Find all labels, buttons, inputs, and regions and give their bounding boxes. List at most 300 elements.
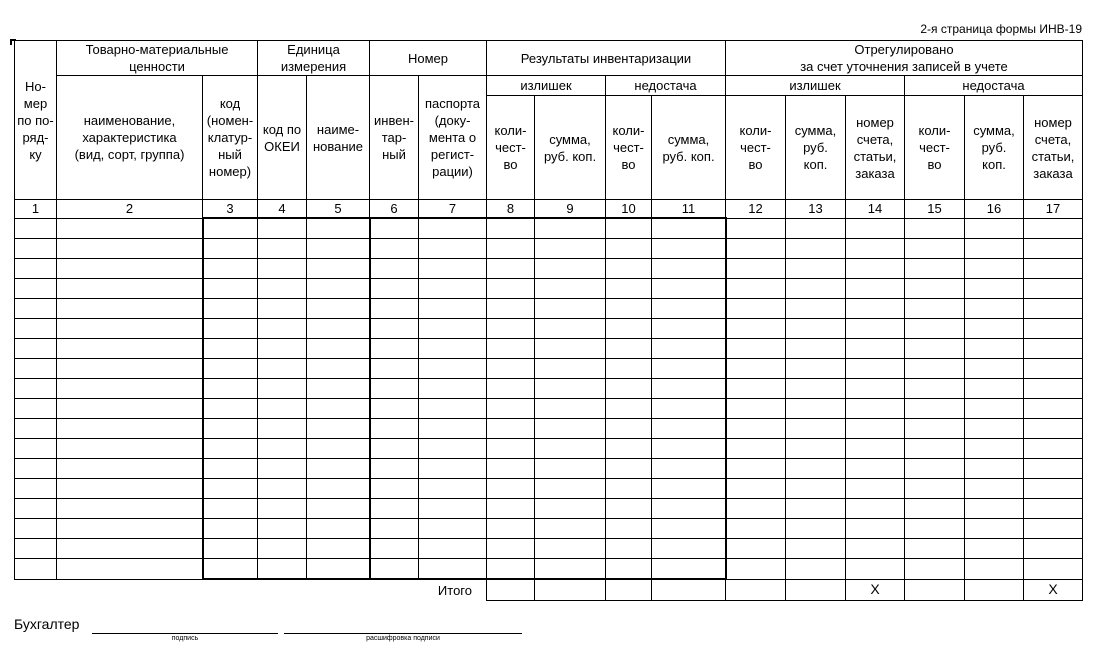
table-cell-col-2[interactable] bbox=[57, 218, 203, 239]
table-cell-col-6[interactable] bbox=[370, 299, 419, 319]
table-cell-col-11[interactable] bbox=[652, 379, 726, 399]
table-cell-col-16[interactable] bbox=[965, 439, 1024, 459]
total-cell-col-8[interactable] bbox=[487, 579, 535, 601]
table-cell-col-3[interactable] bbox=[203, 218, 258, 239]
table-cell-col-13[interactable] bbox=[786, 299, 846, 319]
table-cell-col-11[interactable] bbox=[652, 279, 726, 299]
table-cell-col-3[interactable] bbox=[203, 459, 258, 479]
table-cell-col-11[interactable] bbox=[652, 239, 726, 259]
table-cell-col-10[interactable] bbox=[606, 218, 652, 239]
table-cell-col-9[interactable] bbox=[535, 499, 606, 519]
table-cell-col-13[interactable] bbox=[786, 559, 846, 580]
table-cell-col-16[interactable] bbox=[965, 339, 1024, 359]
table-cell-col-14[interactable] bbox=[846, 359, 905, 379]
table-cell-col-5[interactable] bbox=[307, 259, 370, 279]
table-cell-col-9[interactable] bbox=[535, 279, 606, 299]
table-cell-col-8[interactable] bbox=[487, 299, 535, 319]
table-cell-col-17[interactable] bbox=[1024, 439, 1083, 459]
table-cell-col-15[interactable] bbox=[905, 519, 965, 539]
table-cell-col-7[interactable] bbox=[419, 499, 487, 519]
table-cell-col-1[interactable] bbox=[15, 519, 57, 539]
table-cell-col-8[interactable] bbox=[487, 359, 535, 379]
table-cell-col-10[interactable] bbox=[606, 499, 652, 519]
table-cell-col-1[interactable] bbox=[15, 259, 57, 279]
table-cell-col-4[interactable] bbox=[258, 439, 307, 459]
table-cell-col-7[interactable] bbox=[419, 279, 487, 299]
table-cell-col-6[interactable] bbox=[370, 279, 419, 299]
table-cell-col-14[interactable] bbox=[846, 399, 905, 419]
table-cell-col-14[interactable] bbox=[846, 339, 905, 359]
table-cell-col-13[interactable] bbox=[786, 459, 846, 479]
table-cell-col-12[interactable] bbox=[726, 559, 786, 580]
table-cell-col-4[interactable] bbox=[258, 299, 307, 319]
table-cell-col-2[interactable] bbox=[57, 479, 203, 499]
table-cell-col-10[interactable] bbox=[606, 559, 652, 580]
table-cell-col-1[interactable] bbox=[15, 239, 57, 259]
table-cell-col-12[interactable] bbox=[726, 259, 786, 279]
table-cell-col-16[interactable] bbox=[965, 499, 1024, 519]
table-cell-col-1[interactable] bbox=[15, 218, 57, 239]
table-cell-col-6[interactable] bbox=[370, 439, 419, 459]
table-cell-col-8[interactable] bbox=[487, 239, 535, 259]
table-cell-col-16[interactable] bbox=[965, 279, 1024, 299]
table-cell-col-2[interactable] bbox=[57, 259, 203, 279]
table-cell-col-1[interactable] bbox=[15, 319, 57, 339]
table-cell-col-6[interactable] bbox=[370, 559, 419, 580]
table-cell-col-17[interactable] bbox=[1024, 399, 1083, 419]
table-cell-col-11[interactable] bbox=[652, 519, 726, 539]
table-cell-col-7[interactable] bbox=[419, 218, 487, 239]
table-cell-col-1[interactable] bbox=[15, 399, 57, 419]
table-cell-col-17[interactable] bbox=[1024, 218, 1083, 239]
table-cell-col-16[interactable] bbox=[965, 239, 1024, 259]
table-cell-col-1[interactable] bbox=[15, 279, 57, 299]
table-cell-col-7[interactable] bbox=[419, 439, 487, 459]
table-cell-col-15[interactable] bbox=[905, 459, 965, 479]
table-cell-col-16[interactable] bbox=[965, 459, 1024, 479]
table-cell-col-17[interactable] bbox=[1024, 459, 1083, 479]
table-cell-col-6[interactable] bbox=[370, 519, 419, 539]
table-cell-col-9[interactable] bbox=[535, 359, 606, 379]
table-cell-col-14[interactable] bbox=[846, 459, 905, 479]
table-cell-col-4[interactable] bbox=[258, 539, 307, 559]
table-cell-col-3[interactable] bbox=[203, 379, 258, 399]
table-cell-col-11[interactable] bbox=[652, 339, 726, 359]
table-cell-col-3[interactable] bbox=[203, 319, 258, 339]
table-cell-col-1[interactable] bbox=[15, 339, 57, 359]
table-cell-col-5[interactable] bbox=[307, 399, 370, 419]
table-cell-col-2[interactable] bbox=[57, 299, 203, 319]
table-cell-col-7[interactable] bbox=[419, 539, 487, 559]
table-cell-col-14[interactable] bbox=[846, 319, 905, 339]
table-cell-col-14[interactable] bbox=[846, 499, 905, 519]
table-cell-col-2[interactable] bbox=[57, 319, 203, 339]
table-cell-col-10[interactable] bbox=[606, 299, 652, 319]
table-cell-col-11[interactable] bbox=[652, 218, 726, 239]
table-cell-col-5[interactable] bbox=[307, 419, 370, 439]
table-cell-col-9[interactable] bbox=[535, 339, 606, 359]
table-cell-col-15[interactable] bbox=[905, 499, 965, 519]
table-cell-col-7[interactable] bbox=[419, 359, 487, 379]
table-cell-col-4[interactable] bbox=[258, 519, 307, 539]
table-cell-col-15[interactable] bbox=[905, 319, 965, 339]
table-cell-col-2[interactable] bbox=[57, 399, 203, 419]
table-cell-col-1[interactable] bbox=[15, 459, 57, 479]
table-cell-col-13[interactable] bbox=[786, 479, 846, 499]
table-cell-col-10[interactable] bbox=[606, 319, 652, 339]
table-cell-col-8[interactable] bbox=[487, 439, 535, 459]
table-cell-col-6[interactable] bbox=[370, 479, 419, 499]
signature-line[interactable] bbox=[92, 633, 278, 634]
table-cell-col-11[interactable] bbox=[652, 539, 726, 559]
table-cell-col-10[interactable] bbox=[606, 539, 652, 559]
table-cell-col-16[interactable] bbox=[965, 299, 1024, 319]
table-cell-col-16[interactable] bbox=[965, 559, 1024, 580]
table-cell-col-14[interactable] bbox=[846, 379, 905, 399]
table-cell-col-14[interactable] bbox=[846, 439, 905, 459]
table-cell-col-7[interactable] bbox=[419, 399, 487, 419]
table-cell-col-9[interactable] bbox=[535, 379, 606, 399]
table-cell-col-1[interactable] bbox=[15, 379, 57, 399]
table-cell-col-17[interactable] bbox=[1024, 499, 1083, 519]
table-cell-col-4[interactable] bbox=[258, 419, 307, 439]
table-cell-col-17[interactable] bbox=[1024, 559, 1083, 580]
total-cell-col-12[interactable] bbox=[726, 579, 786, 601]
table-cell-col-15[interactable] bbox=[905, 559, 965, 580]
table-cell-col-10[interactable] bbox=[606, 399, 652, 419]
table-cell-col-2[interactable] bbox=[57, 559, 203, 580]
table-cell-col-12[interactable] bbox=[726, 519, 786, 539]
total-cell-col-16[interactable] bbox=[965, 579, 1024, 601]
table-cell-col-10[interactable] bbox=[606, 339, 652, 359]
table-cell-col-7[interactable] bbox=[419, 419, 487, 439]
table-cell-col-16[interactable] bbox=[965, 519, 1024, 539]
table-cell-col-5[interactable] bbox=[307, 218, 370, 239]
table-cell-col-17[interactable] bbox=[1024, 539, 1083, 559]
table-cell-col-3[interactable] bbox=[203, 559, 258, 580]
table-cell-col-17[interactable] bbox=[1024, 259, 1083, 279]
table-cell-col-9[interactable] bbox=[535, 259, 606, 279]
table-cell-col-14[interactable] bbox=[846, 299, 905, 319]
table-cell-col-15[interactable] bbox=[905, 439, 965, 459]
table-cell-col-1[interactable] bbox=[15, 539, 57, 559]
table-cell-col-12[interactable] bbox=[726, 319, 786, 339]
table-cell-col-10[interactable] bbox=[606, 359, 652, 379]
table-cell-col-8[interactable] bbox=[487, 319, 535, 339]
table-cell-col-13[interactable] bbox=[786, 519, 846, 539]
table-cell-col-17[interactable] bbox=[1024, 419, 1083, 439]
table-cell-col-7[interactable] bbox=[419, 479, 487, 499]
table-cell-col-15[interactable] bbox=[905, 259, 965, 279]
table-cell-col-3[interactable] bbox=[203, 499, 258, 519]
table-cell-col-5[interactable] bbox=[307, 539, 370, 559]
table-cell-col-6[interactable] bbox=[370, 499, 419, 519]
table-cell-col-11[interactable] bbox=[652, 439, 726, 459]
table-cell-col-9[interactable] bbox=[535, 539, 606, 559]
table-cell-col-6[interactable] bbox=[370, 539, 419, 559]
table-cell-col-4[interactable] bbox=[258, 559, 307, 580]
table-cell-col-13[interactable] bbox=[786, 279, 846, 299]
table-cell-col-7[interactable] bbox=[419, 339, 487, 359]
table-cell-col-9[interactable] bbox=[535, 218, 606, 239]
table-cell-col-17[interactable] bbox=[1024, 519, 1083, 539]
table-cell-col-11[interactable] bbox=[652, 299, 726, 319]
table-cell-col-6[interactable] bbox=[370, 399, 419, 419]
total-cell-col-13[interactable] bbox=[786, 579, 846, 601]
table-cell-col-7[interactable] bbox=[419, 259, 487, 279]
table-cell-col-8[interactable] bbox=[487, 519, 535, 539]
table-cell-col-7[interactable] bbox=[419, 239, 487, 259]
table-cell-col-17[interactable] bbox=[1024, 339, 1083, 359]
table-cell-col-6[interactable] bbox=[370, 459, 419, 479]
table-cell-col-13[interactable] bbox=[786, 399, 846, 419]
table-cell-col-17[interactable] bbox=[1024, 359, 1083, 379]
table-cell-col-5[interactable] bbox=[307, 459, 370, 479]
table-cell-col-15[interactable] bbox=[905, 218, 965, 239]
table-cell-col-13[interactable] bbox=[786, 239, 846, 259]
total-cell-col-10[interactable] bbox=[606, 579, 652, 601]
table-cell-col-4[interactable] bbox=[258, 319, 307, 339]
table-cell-col-1[interactable] bbox=[15, 499, 57, 519]
table-cell-col-6[interactable] bbox=[370, 319, 419, 339]
table-cell-col-15[interactable] bbox=[905, 359, 965, 379]
table-cell-col-5[interactable] bbox=[307, 239, 370, 259]
table-cell-col-8[interactable] bbox=[487, 539, 535, 559]
table-cell-col-4[interactable] bbox=[258, 218, 307, 239]
table-cell-col-5[interactable] bbox=[307, 299, 370, 319]
table-cell-col-9[interactable] bbox=[535, 459, 606, 479]
table-cell-col-9[interactable] bbox=[535, 559, 606, 580]
table-cell-col-17[interactable] bbox=[1024, 379, 1083, 399]
table-cell-col-3[interactable] bbox=[203, 279, 258, 299]
table-cell-col-6[interactable] bbox=[370, 259, 419, 279]
table-cell-col-17[interactable] bbox=[1024, 279, 1083, 299]
table-cell-col-12[interactable] bbox=[726, 239, 786, 259]
table-cell-col-6[interactable] bbox=[370, 239, 419, 259]
table-cell-col-16[interactable] bbox=[965, 479, 1024, 499]
table-cell-col-13[interactable] bbox=[786, 379, 846, 399]
table-cell-col-14[interactable] bbox=[846, 279, 905, 299]
table-cell-col-4[interactable] bbox=[258, 339, 307, 359]
table-cell-col-11[interactable] bbox=[652, 399, 726, 419]
table-cell-col-15[interactable] bbox=[905, 539, 965, 559]
table-cell-col-13[interactable] bbox=[786, 259, 846, 279]
table-cell-col-12[interactable] bbox=[726, 439, 786, 459]
table-cell-col-12[interactable] bbox=[726, 279, 786, 299]
table-cell-col-2[interactable] bbox=[57, 419, 203, 439]
table-cell-col-16[interactable] bbox=[965, 399, 1024, 419]
table-cell-col-11[interactable] bbox=[652, 319, 726, 339]
table-cell-col-14[interactable] bbox=[846, 519, 905, 539]
table-cell-col-2[interactable] bbox=[57, 339, 203, 359]
table-cell-col-15[interactable] bbox=[905, 479, 965, 499]
table-cell-col-14[interactable] bbox=[846, 419, 905, 439]
table-cell-col-8[interactable] bbox=[487, 559, 535, 580]
table-cell-col-3[interactable] bbox=[203, 299, 258, 319]
table-cell-col-2[interactable] bbox=[57, 499, 203, 519]
table-cell-col-16[interactable] bbox=[965, 259, 1024, 279]
table-cell-col-12[interactable] bbox=[726, 419, 786, 439]
table-cell-col-6[interactable] bbox=[370, 339, 419, 359]
table-cell-col-5[interactable] bbox=[307, 499, 370, 519]
table-cell-col-3[interactable] bbox=[203, 259, 258, 279]
table-cell-col-8[interactable] bbox=[487, 419, 535, 439]
table-cell-col-1[interactable] bbox=[15, 559, 57, 580]
table-cell-col-3[interactable] bbox=[203, 339, 258, 359]
total-cell-col-14[interactable]: Х bbox=[846, 579, 905, 601]
table-cell-col-16[interactable] bbox=[965, 359, 1024, 379]
table-cell-col-10[interactable] bbox=[606, 439, 652, 459]
table-cell-col-2[interactable] bbox=[57, 379, 203, 399]
table-cell-col-4[interactable] bbox=[258, 459, 307, 479]
table-cell-col-9[interactable] bbox=[535, 299, 606, 319]
table-cell-col-17[interactable] bbox=[1024, 479, 1083, 499]
table-cell-col-1[interactable] bbox=[15, 299, 57, 319]
table-cell-col-14[interactable] bbox=[846, 479, 905, 499]
table-cell-col-8[interactable] bbox=[487, 259, 535, 279]
table-cell-col-7[interactable] bbox=[419, 559, 487, 580]
table-cell-col-4[interactable] bbox=[258, 239, 307, 259]
table-cell-col-9[interactable] bbox=[535, 479, 606, 499]
table-cell-col-3[interactable] bbox=[203, 419, 258, 439]
table-cell-col-16[interactable] bbox=[965, 319, 1024, 339]
table-cell-col-7[interactable] bbox=[419, 459, 487, 479]
table-cell-col-3[interactable] bbox=[203, 239, 258, 259]
table-cell-col-2[interactable] bbox=[57, 539, 203, 559]
table-cell-col-10[interactable] bbox=[606, 279, 652, 299]
table-cell-col-15[interactable] bbox=[905, 239, 965, 259]
table-cell-col-12[interactable] bbox=[726, 539, 786, 559]
table-cell-col-11[interactable] bbox=[652, 259, 726, 279]
table-cell-col-6[interactable] bbox=[370, 379, 419, 399]
table-cell-col-9[interactable] bbox=[535, 239, 606, 259]
table-cell-col-13[interactable] bbox=[786, 359, 846, 379]
table-cell-col-8[interactable] bbox=[487, 399, 535, 419]
table-cell-col-13[interactable] bbox=[786, 499, 846, 519]
table-cell-col-15[interactable] bbox=[905, 279, 965, 299]
table-cell-col-6[interactable] bbox=[370, 218, 419, 239]
table-cell-col-8[interactable] bbox=[487, 499, 535, 519]
signature-decode-line[interactable] bbox=[284, 633, 522, 634]
table-cell-col-16[interactable] bbox=[965, 539, 1024, 559]
table-cell-col-4[interactable] bbox=[258, 279, 307, 299]
table-cell-col-1[interactable] bbox=[15, 439, 57, 459]
table-cell-col-9[interactable] bbox=[535, 439, 606, 459]
table-cell-col-14[interactable] bbox=[846, 218, 905, 239]
table-cell-col-4[interactable] bbox=[258, 259, 307, 279]
table-cell-col-3[interactable] bbox=[203, 479, 258, 499]
table-cell-col-11[interactable] bbox=[652, 419, 726, 439]
table-cell-col-5[interactable] bbox=[307, 339, 370, 359]
total-cell-col-9[interactable] bbox=[535, 579, 606, 601]
table-cell-col-17[interactable] bbox=[1024, 299, 1083, 319]
table-cell-col-2[interactable] bbox=[57, 359, 203, 379]
table-cell-col-10[interactable] bbox=[606, 379, 652, 399]
table-cell-col-2[interactable] bbox=[57, 239, 203, 259]
table-cell-col-9[interactable] bbox=[535, 399, 606, 419]
table-cell-col-13[interactable] bbox=[786, 539, 846, 559]
table-cell-col-8[interactable] bbox=[487, 279, 535, 299]
table-cell-col-12[interactable] bbox=[726, 379, 786, 399]
table-cell-col-13[interactable] bbox=[786, 218, 846, 239]
table-cell-col-3[interactable] bbox=[203, 539, 258, 559]
table-cell-col-2[interactable] bbox=[57, 459, 203, 479]
table-cell-col-10[interactable] bbox=[606, 479, 652, 499]
table-cell-col-9[interactable] bbox=[535, 419, 606, 439]
table-cell-col-8[interactable] bbox=[487, 379, 535, 399]
table-cell-col-5[interactable] bbox=[307, 559, 370, 580]
table-cell-col-15[interactable] bbox=[905, 399, 965, 419]
table-cell-col-2[interactable] bbox=[57, 279, 203, 299]
table-cell-col-8[interactable] bbox=[487, 479, 535, 499]
table-cell-col-11[interactable] bbox=[652, 499, 726, 519]
table-cell-col-13[interactable] bbox=[786, 439, 846, 459]
table-cell-col-11[interactable] bbox=[652, 359, 726, 379]
table-cell-col-12[interactable] bbox=[726, 499, 786, 519]
table-cell-col-13[interactable] bbox=[786, 319, 846, 339]
table-cell-col-13[interactable] bbox=[786, 419, 846, 439]
table-cell-col-10[interactable] bbox=[606, 239, 652, 259]
table-cell-col-9[interactable] bbox=[535, 319, 606, 339]
table-cell-col-12[interactable] bbox=[726, 479, 786, 499]
table-cell-col-4[interactable] bbox=[258, 499, 307, 519]
table-cell-col-3[interactable] bbox=[203, 399, 258, 419]
total-cell-col-11[interactable] bbox=[652, 579, 726, 601]
table-cell-col-4[interactable] bbox=[258, 399, 307, 419]
table-cell-col-6[interactable] bbox=[370, 359, 419, 379]
table-cell-col-12[interactable] bbox=[726, 339, 786, 359]
table-cell-col-10[interactable] bbox=[606, 459, 652, 479]
table-cell-col-13[interactable] bbox=[786, 339, 846, 359]
table-cell-col-16[interactable] bbox=[965, 218, 1024, 239]
table-cell-col-10[interactable] bbox=[606, 419, 652, 439]
table-cell-col-14[interactable] bbox=[846, 559, 905, 580]
table-cell-col-8[interactable] bbox=[487, 459, 535, 479]
table-cell-col-16[interactable] bbox=[965, 379, 1024, 399]
table-cell-col-10[interactable] bbox=[606, 259, 652, 279]
table-cell-col-4[interactable] bbox=[258, 359, 307, 379]
table-cell-col-7[interactable] bbox=[419, 319, 487, 339]
table-cell-col-11[interactable] bbox=[652, 479, 726, 499]
table-cell-col-5[interactable] bbox=[307, 479, 370, 499]
table-cell-col-5[interactable] bbox=[307, 319, 370, 339]
table-cell-col-12[interactable] bbox=[726, 299, 786, 319]
table-cell-col-4[interactable] bbox=[258, 479, 307, 499]
total-cell-col-17[interactable]: Х bbox=[1024, 579, 1083, 601]
table-cell-col-8[interactable] bbox=[487, 218, 535, 239]
table-cell-col-2[interactable] bbox=[57, 439, 203, 459]
table-cell-col-8[interactable] bbox=[487, 339, 535, 359]
table-cell-col-10[interactable] bbox=[606, 519, 652, 539]
total-cell-col-15[interactable] bbox=[905, 579, 965, 601]
table-cell-col-1[interactable] bbox=[15, 419, 57, 439]
table-cell-col-7[interactable] bbox=[419, 299, 487, 319]
table-cell-col-11[interactable] bbox=[652, 559, 726, 580]
table-cell-col-4[interactable] bbox=[258, 379, 307, 399]
table-cell-col-15[interactable] bbox=[905, 379, 965, 399]
table-cell-col-9[interactable] bbox=[535, 519, 606, 539]
table-cell-col-15[interactable] bbox=[905, 339, 965, 359]
table-cell-col-5[interactable] bbox=[307, 279, 370, 299]
table-cell-col-15[interactable] bbox=[905, 299, 965, 319]
table-cell-col-14[interactable] bbox=[846, 539, 905, 559]
table-cell-col-3[interactable] bbox=[203, 519, 258, 539]
table-cell-col-5[interactable] bbox=[307, 439, 370, 459]
table-cell-col-1[interactable] bbox=[15, 359, 57, 379]
table-cell-col-7[interactable] bbox=[419, 379, 487, 399]
table-cell-col-2[interactable] bbox=[57, 519, 203, 539]
table-cell-col-5[interactable] bbox=[307, 379, 370, 399]
